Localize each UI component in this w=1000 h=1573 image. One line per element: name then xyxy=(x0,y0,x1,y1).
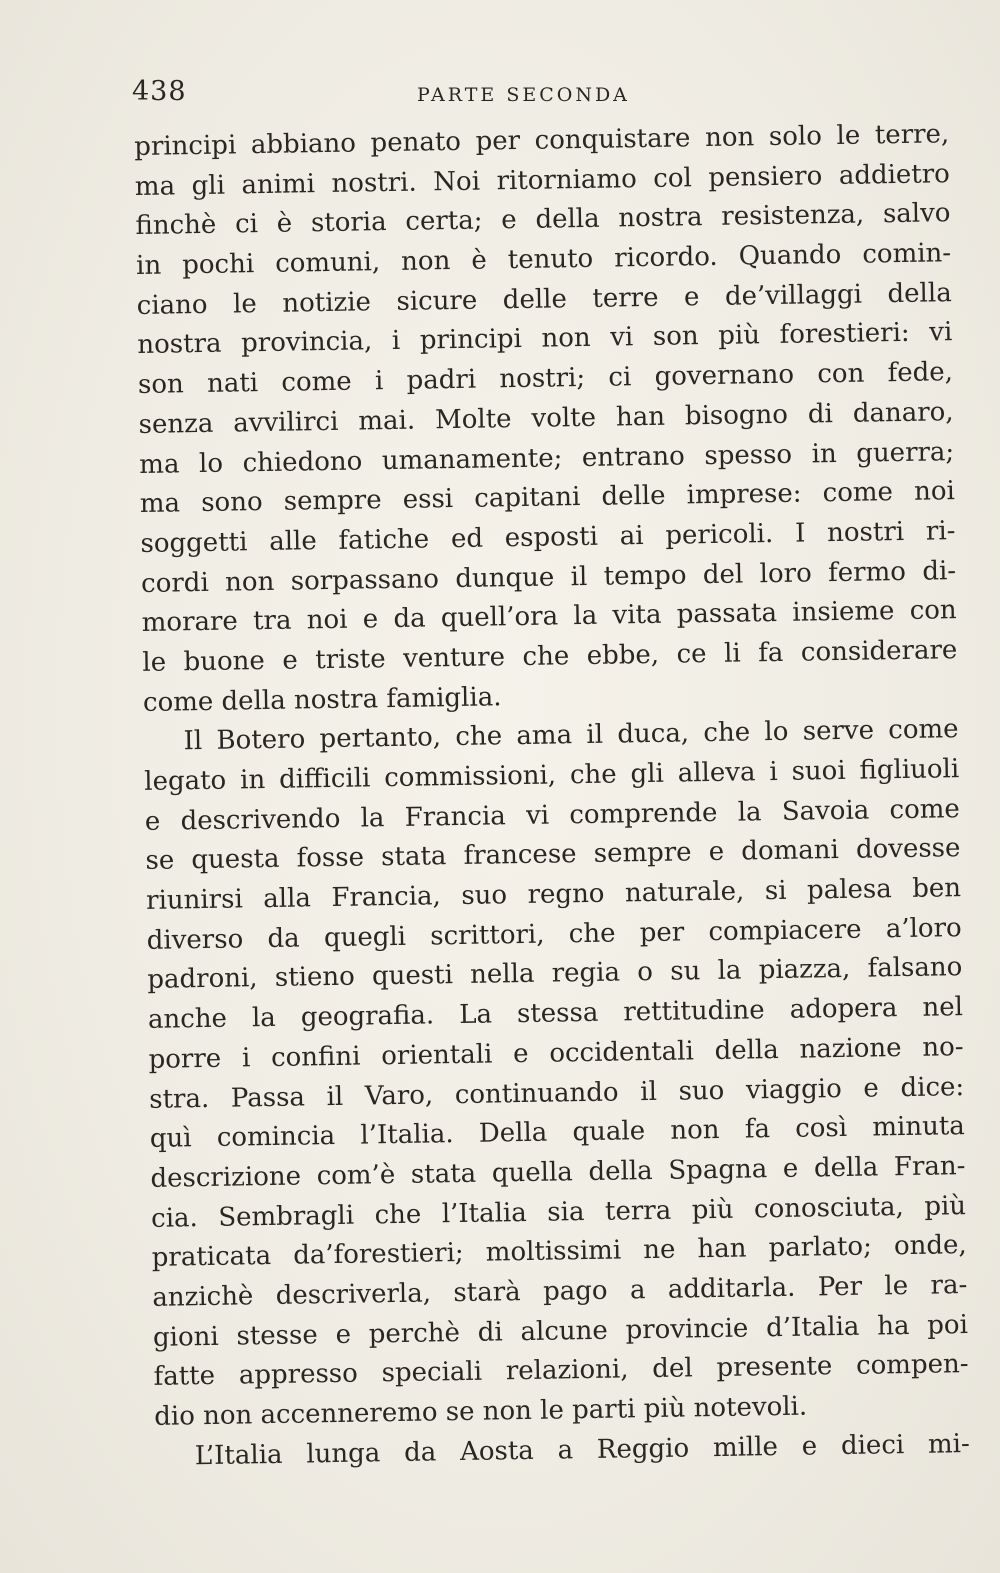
text-line: anche la geografia. La stessa rettitudine adopera nel xyxy=(147,992,964,1036)
text-line: e descrivendo la Francia vi comprende la Savoia come xyxy=(144,793,961,837)
text-line: praticata da’forestieri; moltissimi ne han parlato; onde, xyxy=(151,1230,967,1274)
text-line: soggetti alle fatiche ed esposti ai pericoli. I nostri ri- xyxy=(140,516,956,559)
text-line: riunirsi alla Francia, suo regno naturale, si palesa ben xyxy=(145,873,962,916)
text-line: ma lo chiedono umanamente; entrano spesso in guerra; xyxy=(139,436,955,480)
text-line: quì comincia l’Italia. Della quale non fa così minuta xyxy=(149,1111,966,1155)
text-line: dio non accenneremo se non le parti più notevoli. xyxy=(154,1391,808,1432)
paragraph xyxy=(134,115,958,723)
text-line: ma gli animi nostri. Noi ritorniamo col pensiero addietro xyxy=(134,158,951,202)
page-header xyxy=(132,76,932,116)
body-text xyxy=(134,115,970,1477)
text-line: ma sono sempre essi capitani delle imprese: come noi xyxy=(139,476,956,520)
text-line: descrizione com’è stata quella della Spagna e della Fran- xyxy=(150,1150,966,1194)
text-line: principi abbiano penato per conquistare non solo le terre, xyxy=(134,119,950,162)
text-line: stra. Passa il Varo, continuando il suo viaggio e dice: xyxy=(149,1071,965,1115)
text-line: cordi non sorpassano dunque il tempo del loro fermo di- xyxy=(140,555,957,599)
paragraph xyxy=(143,710,969,1437)
text-line: porre i confini orientali e occidentali della nazione no- xyxy=(148,1031,964,1075)
text-line: finchè ci è storia certa; e della nostra resistenza, salvo xyxy=(135,198,951,242)
text-line: anzichè descriverla, starà pago a additarla. Per le ra- xyxy=(152,1269,968,1313)
text-line: Il Botero pertanto, che ama il duca, che lo serve come xyxy=(183,714,959,757)
text-line: L’Italia lunga da Aosta a Reggio mille e dieci mi- xyxy=(194,1428,971,1471)
text-line: come della nostra famiglia. xyxy=(142,681,502,718)
text-line: fatte appresso speciali relazioni, del presente compen- xyxy=(153,1349,969,1393)
text-line: legato in difficili commissioni, che gli alleva i suoi figliuoli xyxy=(144,754,960,797)
page-number: 438 xyxy=(132,76,187,107)
text-line: senza avvilirci mai. Molte volte han bisogno di danaro, xyxy=(138,396,954,440)
text-line: padroni, stieno questi nella regia o su la piazza, falsano xyxy=(147,952,963,996)
text-line: morare tra noi e da quell’ora la vita passata insieme con xyxy=(141,595,957,639)
text-line: se questa fosse stata francese sempre e domani dovesse xyxy=(145,833,961,877)
text-line: son nati come i padri nostri; ci governano con fede, xyxy=(137,357,954,401)
text-line: in pochi comuni, non è tenuto ricordo. Quando comin- xyxy=(135,238,952,282)
text-line: diverso da quegli scrittori, che per compiacere a’loro xyxy=(146,912,962,956)
running-head: PARTE SECONDA xyxy=(417,84,630,106)
text-line: le buone e triste venture che ebbe, ce li fa considerare xyxy=(142,635,958,678)
text-line: cia. Sembragli che l’Italia sia terra più conosciuta, più xyxy=(150,1190,967,1234)
text-line: gioni stesse e perchè di alcune provincie d’Italia ha poi xyxy=(152,1309,969,1353)
text-line: nostra provincia, i principi non vi son più forestieri: vi xyxy=(137,317,953,361)
text-line: ciano le notizie sicure delle terre e de’villaggi della xyxy=(136,277,952,321)
